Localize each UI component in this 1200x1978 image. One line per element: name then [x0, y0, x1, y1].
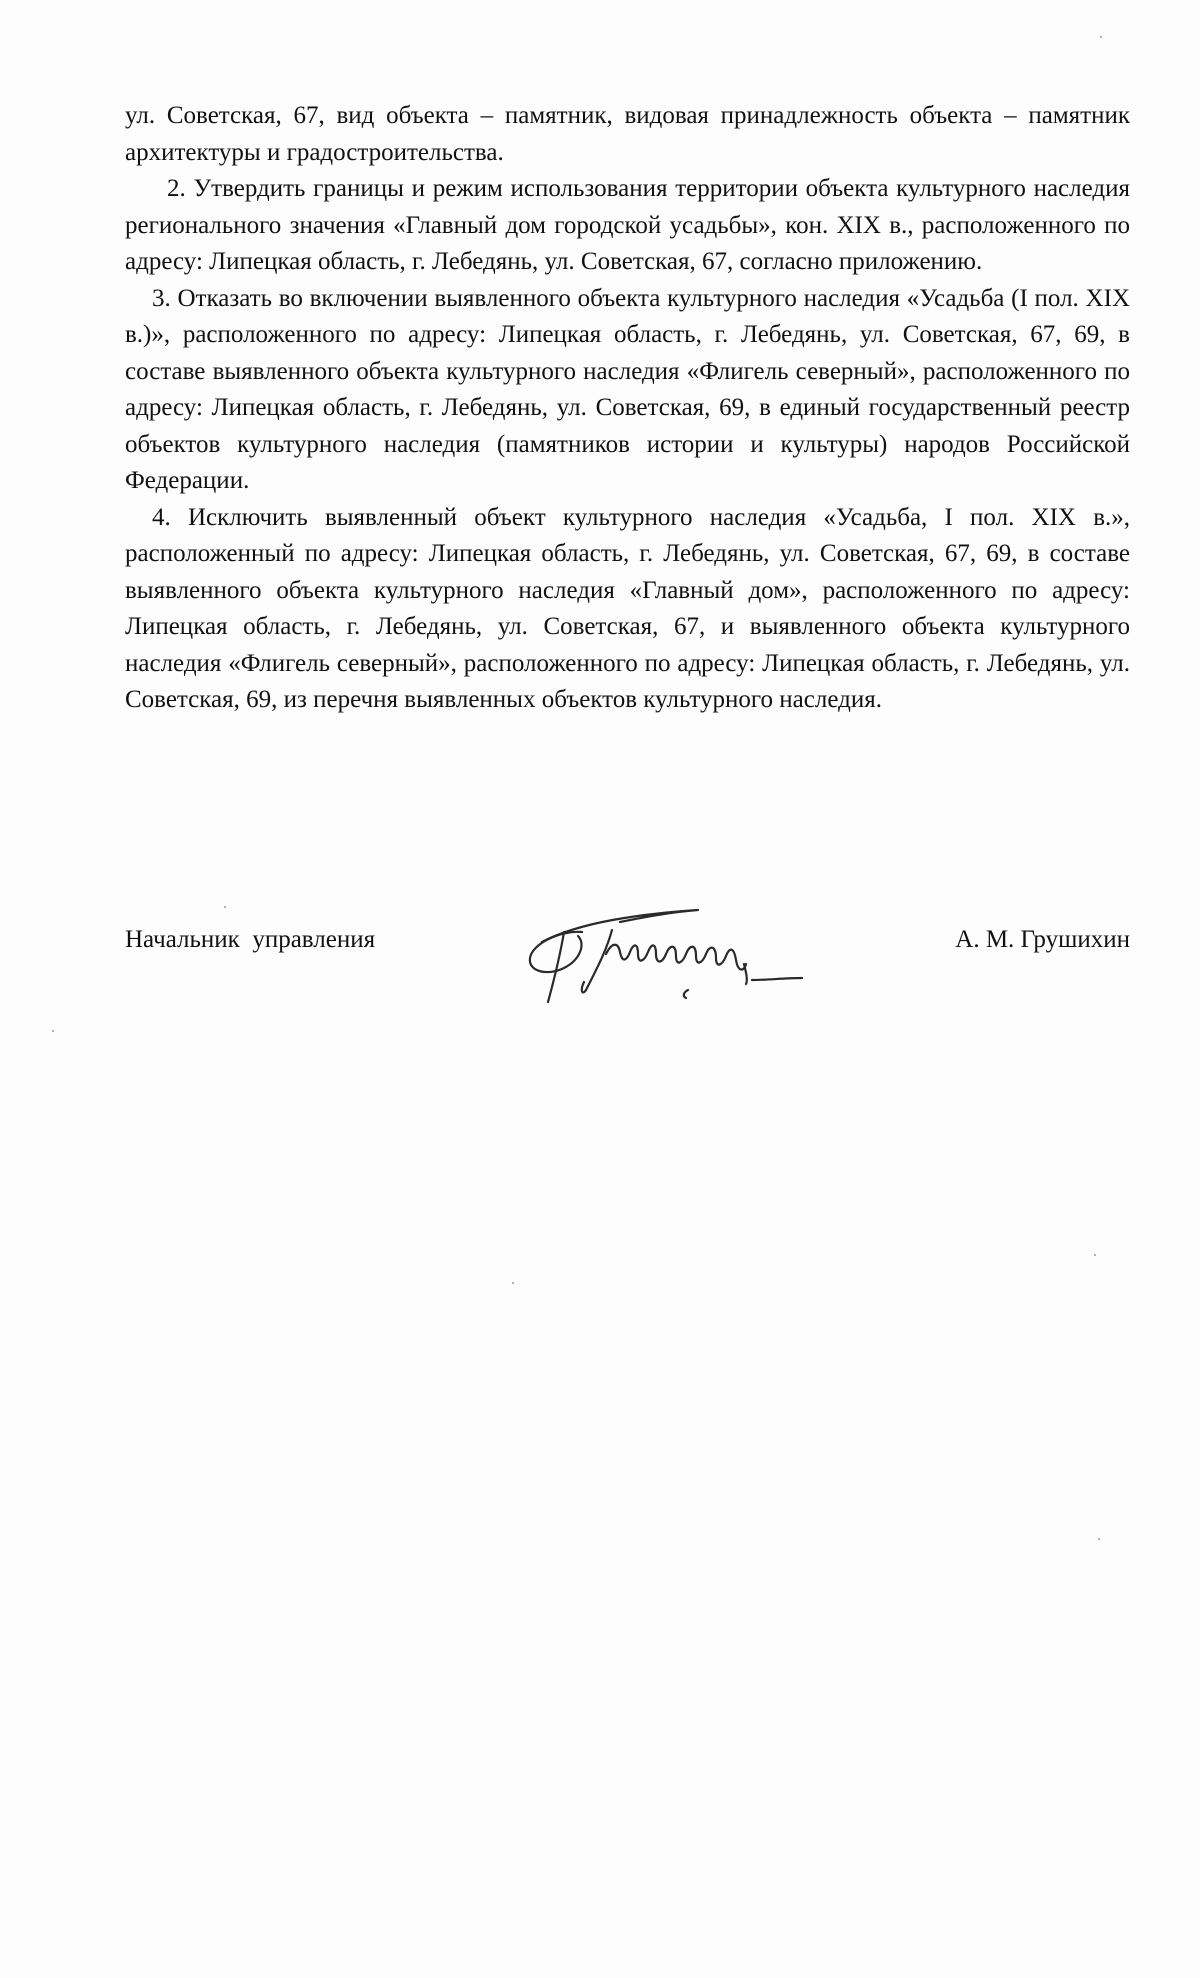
signatory-position: Начальник управления [125, 926, 376, 953]
paragraph-item-2: 2. Утвердить границы и режим использования территории объекта культурного наследия регионального значения «Главный дом городской усадьбы», кон. XIX в., расположенного по адресу: Липецкая область, г. Лебедянь, ул. Советская, 67, согласно приложению. [125, 175, 1130, 275]
document-body [125, 98, 1130, 719]
scan-speck [52, 1030, 54, 1032]
paragraph-continuation: ул. Советская, 67, вид объекта – памятник, видовая принадлежность объекта – памятник архитектуры и градостроительства. [125, 102, 1130, 166]
scan-speck [1100, 36, 1102, 38]
signatory-name: А. М. Грушихин [955, 926, 1130, 953]
handwritten-signature-icon [520, 872, 880, 1022]
scan-speck [224, 906, 226, 908]
paragraph-item-3: 3. Отказать во включении выявленного объекта культурного наследия «Усадьба (I пол. XIX в.)», расположенного по адресу: Липецкая область, г. Лебедянь, ул. Советская, 67, 69, в составе выявленного объекта культурного наследия «Флигель северный», расположенного по адресу: Липецкая область, г. Лебедянь, ул. Советская, 69, в единый государственный реестр объектов культурного наследия (памятников истории и культуры) народов Российской Федерации. [125, 284, 1130, 494]
scan-speck [512, 1282, 514, 1284]
paragraph-item-4: 4. Исключить выявленный объект культурного наследия «Усадьба, I пол. XIX в.», расположенный по адресу: Липецкая область, г. Лебедянь, ул. Советская, 67, 69, в составе выявленного объекта культурного наследия «Главный дом», расположенного по адресу: Липецкая область, г. Лебедянь, ул. Советская, 67, и выявленного объекта культурного наследия «Флигель северный», расположенного по адресу: Липецкая область, г. Лебедянь, ул. Советская, 69, из перечня выявленных объектов культурного наследия. [125, 503, 1130, 713]
scan-speck [1098, 1538, 1100, 1540]
scan-speck [1094, 1254, 1096, 1256]
